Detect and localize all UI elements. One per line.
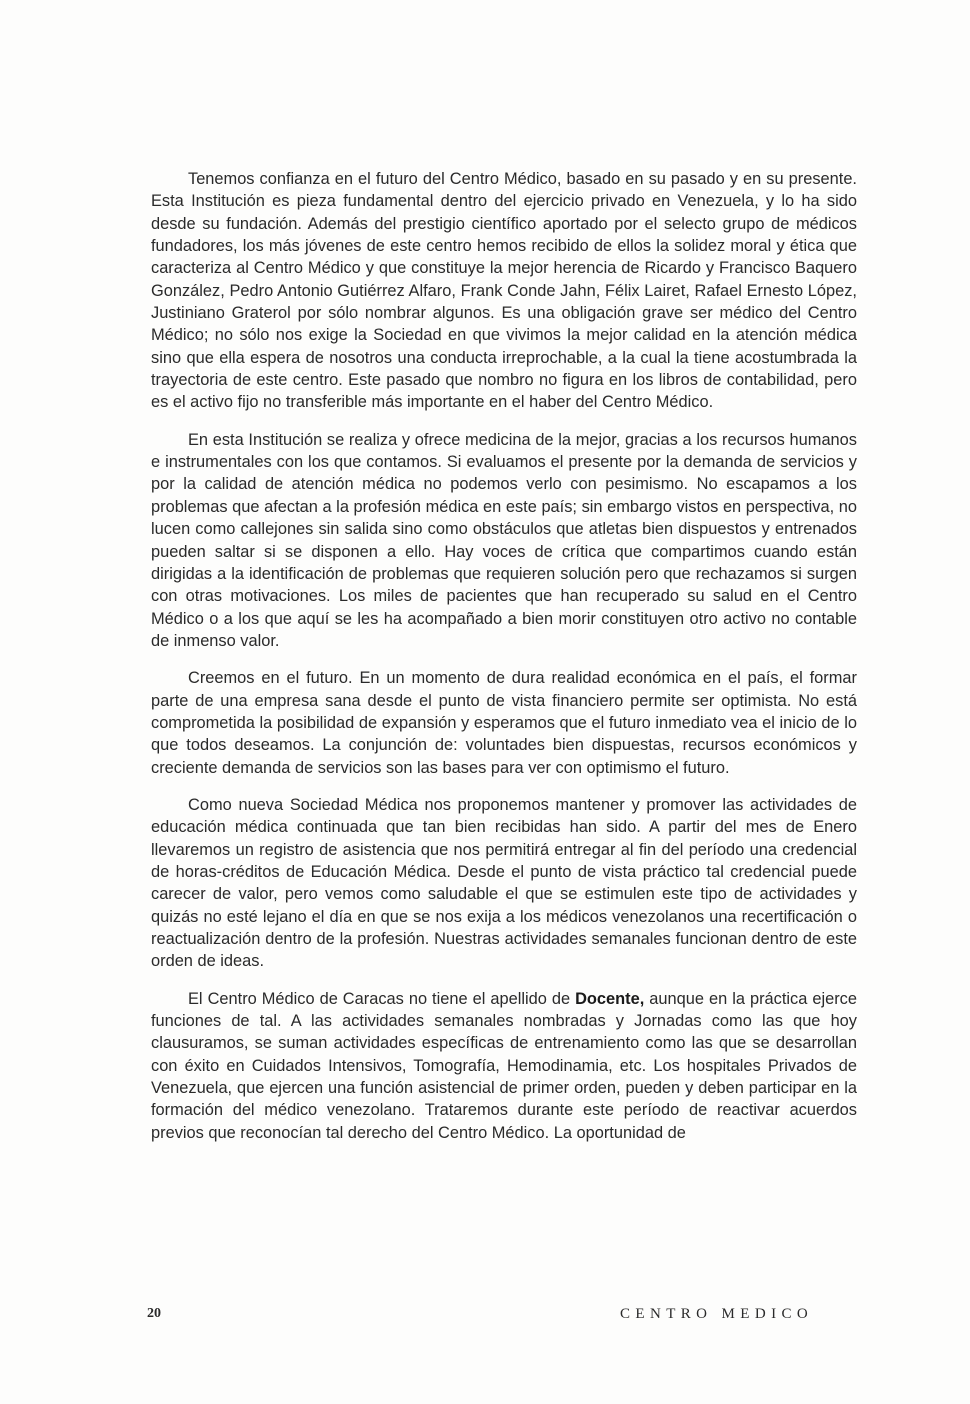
paragraph: En esta Institución se realiza y ofrece medicina de la mejor, gracias a los recursos humanos e instrumentales con los que contamos. Si evaluamos el presente por la demanda de servicios y por la calidad de atención médica no podemos verlo con pesimismo. No escapamos a los problemas que afectan a la profesión médica en este país; sin embargo vistos en perspectiva, no lucen como callejones sin salida sino como obstáculos que atletas bien dispuestos y entrenados pueden saltar si se disponen a ello. Hay voces de crítica que compartimos cuando están dirigidas a la identificación de problemas que requieren solución pero que rechazamos si surgen con otras motivaciones. Los miles de pacientes que han recuperado su salud en el Centro Médico o a los que aquí se les ha acompañado a bien morir constituyen otro activo no contable de inmenso valor. [151,430,857,650]
bold-term: Docente, [575,989,645,1008]
paragraph: Como nueva Sociedad Médica nos proponemos mantener y promover las actividades de educación médica continuada que tan bien recibidas han sido. A partir del mes de Enero llevaremos un registro de asistencia que nos permitirá entregar al fin del período una credencial de horas-créditos de Educación Médica. Desde el punto de vista práctico tal credencial puede carecer de valor, pero vemos como saludable el que se estimulen este tipo de actividades y quizás no esté lejano el día en que se nos exija a los médicos venezolanos una recertificación o reactualización dentro de la profesión. Nuestras actividades semanales funcionan dentro de este orden de ideas. [151,795,857,971]
paragraph-text-end: aunque en la práctica ejerce funciones de tal. A las actividades semanales nombradas y Jornadas como las que hoy clausuramos, se suman actividades específicas de entrenamiento como las que se desarrollan con éxito en Cuidados Intensivos, Tomografía, Hemodinamia, etc. Los hospitales Privados de Venezuela, que ejercen una función asistencial de primer orden, pueden y deben participar en la formación del médico venezolano. Trataremos durante este período de reactivar acuerdos previos que reconocían tal derecho del Centro Médico. La oportunidad de [151,989,857,1142]
page-number: 20 [147,1306,161,1321]
paragraph: Creemos en el futuro. En un momento de dura realidad económica en el país, el formar parte de una empresa sana desde el punto de vista financiero permite ser optimista. No está comprometida la posibilidad de expansión y esperamos que el futuro inmediato vea el inicio de lo que todos deseamos. La conjunción de: voluntades bien dispuestas, recursos económicos y creciente demanda de servicios son las bases para ver con optimismo el futuro. [151,669,857,777]
body-text [151,168,857,1144]
running-footer-title: CENTRO MEDICO [620,1306,814,1322]
paragraph: Tenemos confianza en el futuro del Centro Médico, basado en su pasado y en su presente. Esta Institución es pieza fundamental dentro del ejercicio privado en Venezuela, y lo ha sido desde su fundación. Además del prestigio científico aportado por el selecto grupo de médicos fundadores, los más jóvenes de este centro hemos recibido de ellos la solidez moral y ética que caracteriza al Centro Médico y que constituye la mejor herencia de Ricardo y Francisco Baquero González, Pedro Antonio Gutiérrez Alfaro, Frank Conde Jahn, Félix Lairet, Rafael Ernesto López, Justiniano Graterol por sólo nombrar algunos. Es una obligación grave ser médico del Centro Médico; no sólo nos exige la Sociedad en que vivimos la mejor calidad en la atención médica sino que ella espera de nosotros una conducta irreprochable, a la cual la tiene acostumbrada la trayectoria de este centro. Este pasado que nombro no figura en los libros de contabilidad, pero es el activo fijo no transferible más importante en el haber del Centro Médico. [151,170,857,412]
paragraph-text-start: El Centro Médico de Caracas no tiene el apellido de [188,989,576,1008]
paragraph [151,988,857,1144]
